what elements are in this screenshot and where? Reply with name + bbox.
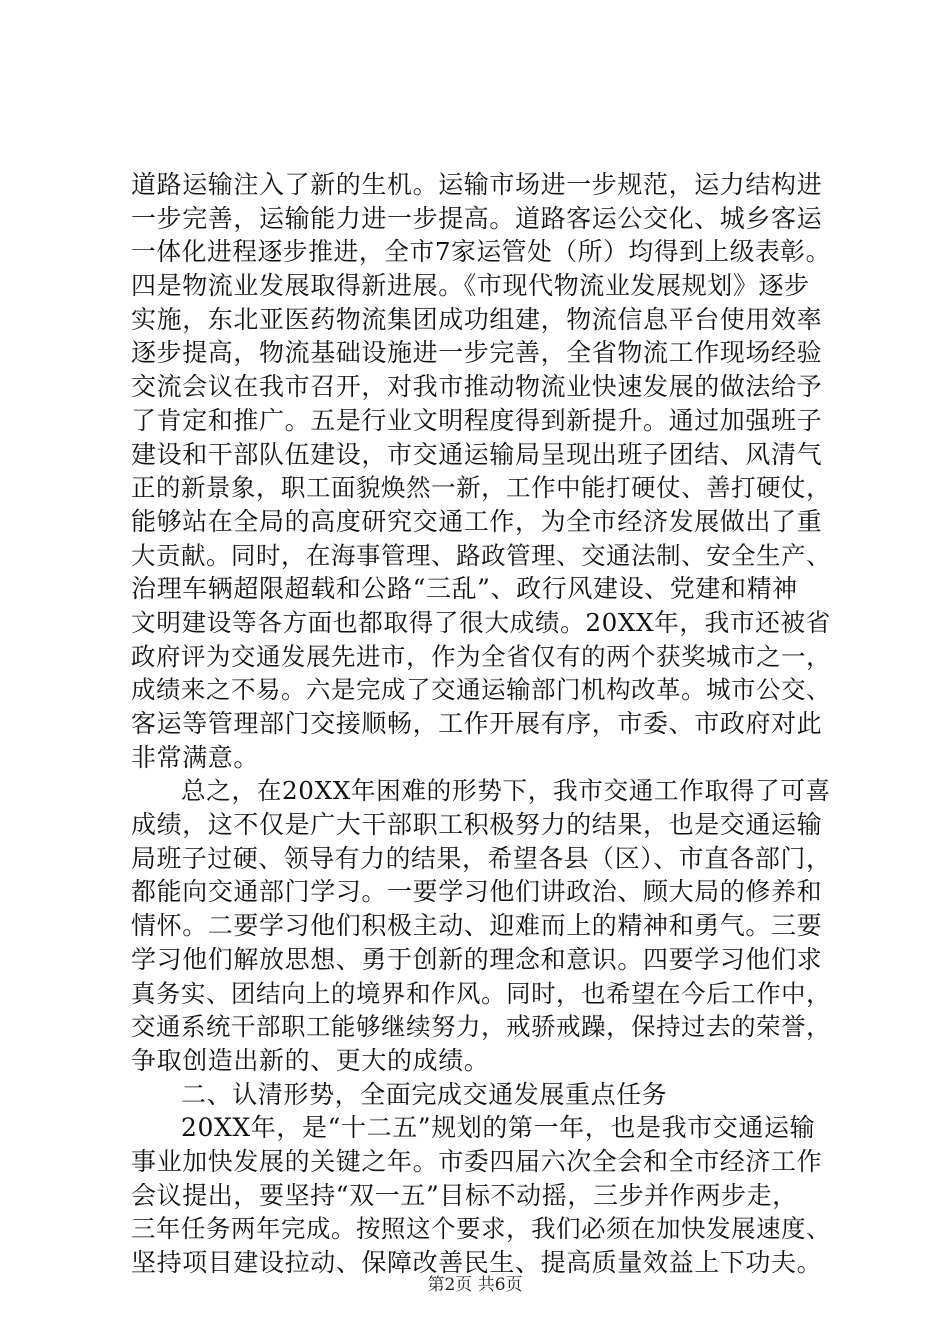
text-line: 争取创造出新的、更大的成绩。 bbox=[131, 1045, 490, 1075]
text-line: 道路运输注入了新的生机。运输市场进一步规范，运力结构进 bbox=[131, 170, 823, 199]
text-line: 大贡献。同时，在海事管理、路政管理、交通法制、安全生产、 bbox=[131, 540, 832, 570]
text-line: 客运等管理部门交接顺畅，工作开展有序，市委、市政府对此 bbox=[131, 709, 823, 738]
text-line: 建设和干部队伍建设，市交通运输局呈现出班子团结、风清气 bbox=[131, 439, 823, 469]
text-line: 成绩，这不仅是广大干部职工积极努力的结果，也是交通运输 bbox=[131, 810, 823, 840]
text-line: 事业加快发展的关键之年。市委四届六次全会和全市经济工作 bbox=[131, 1146, 823, 1176]
text-line: 三年任务两年完成。按照这个要求，我们必须在加快发展速度、 bbox=[131, 1214, 832, 1244]
text-line: 情怀。二要学习他们积极主动、迎难而上的精神和勇气。三要 bbox=[131, 911, 823, 941]
text-line: 20XX年，是“十二五”规划的第一年，也是我市交通运输 bbox=[181, 1113, 816, 1143]
text-line: 一步完善，运输能力进一步提高。道路客运公交化、城乡客运 bbox=[131, 203, 823, 233]
text-line: 实施，东北亚医药物流集团成功组建，物流信息平台使用效率 bbox=[131, 304, 823, 334]
text-line: 二、认清形势，全面完成交通发展重点任务 bbox=[181, 1079, 668, 1109]
text-line: 坚持项目建设拉动、保障改善民生、提高质量效益上下功夫。 bbox=[131, 1248, 823, 1277]
text-line: 逐步提高，物流基础设施进一步完善，全省物流工作现场经验 bbox=[131, 338, 823, 368]
text-line: 学习他们解放思想、勇于创新的理念和意识。四要学习他们求 bbox=[131, 944, 823, 974]
body-text bbox=[131, 168, 831, 1280]
text-line: 交流会议在我市召开，对我市推动物流业快速发展的做法给予 bbox=[131, 372, 823, 402]
text-line: 政府评为交通发展先进市，作为全省仅有的两个获奖城市之一， bbox=[131, 641, 832, 671]
text-line: 文明建设等各方面也都取得了很大成绩。20XX年，我市还被省 bbox=[131, 607, 831, 637]
text-line: 交通系统干部职工能够继续努力，戒骄戒躁，保持过去的荣誉， bbox=[131, 1012, 832, 1042]
text-line: 都能向交通部门学习。一要学习他们讲政治、顾大局的修养和 bbox=[131, 877, 823, 907]
text-line: 一体化进程逐步推进，全市7家运管处（所）均得到上级表彰。 bbox=[131, 237, 831, 267]
page-footer: 第2页 共6页 bbox=[427, 1275, 523, 1295]
text-line: 治理车辆超限超载和公路“三乱”、政行风建设、党建和精神 bbox=[131, 574, 798, 604]
text-line: 四是物流业发展取得新进展。《市现代物流业发展规划》逐步 bbox=[131, 271, 810, 301]
text-line: 总之，在20XX年困难的形势下，我市交通工作取得了可喜 bbox=[181, 776, 831, 806]
text-line: 正的新景象，职工面貌焕然一新，工作中能打硬仗、善打硬仗， bbox=[131, 473, 832, 503]
text-line: 真务实、团结向上的境界和作风。同时，也希望在今后工作中， bbox=[131, 978, 832, 1008]
text-line: 会议提出，要坚持“双一五”目标不动摇，三步并作两步走， bbox=[131, 1180, 798, 1210]
text-line: 成绩来之不易。六是完成了交通运输部门机构改革。城市公交、 bbox=[131, 675, 832, 705]
text-line: 能够站在全局的高度研究交通工作，为全市经济发展做出了重 bbox=[131, 506, 823, 536]
text-line: 了肯定和推广。五是行业文明程度得到新提升。通过加强班子 bbox=[131, 405, 823, 435]
text-line: 局班子过硬、领导有力的结果，希望各县（区）、市直各部门， bbox=[131, 843, 832, 873]
text-line: 非常满意。 bbox=[131, 742, 260, 772]
